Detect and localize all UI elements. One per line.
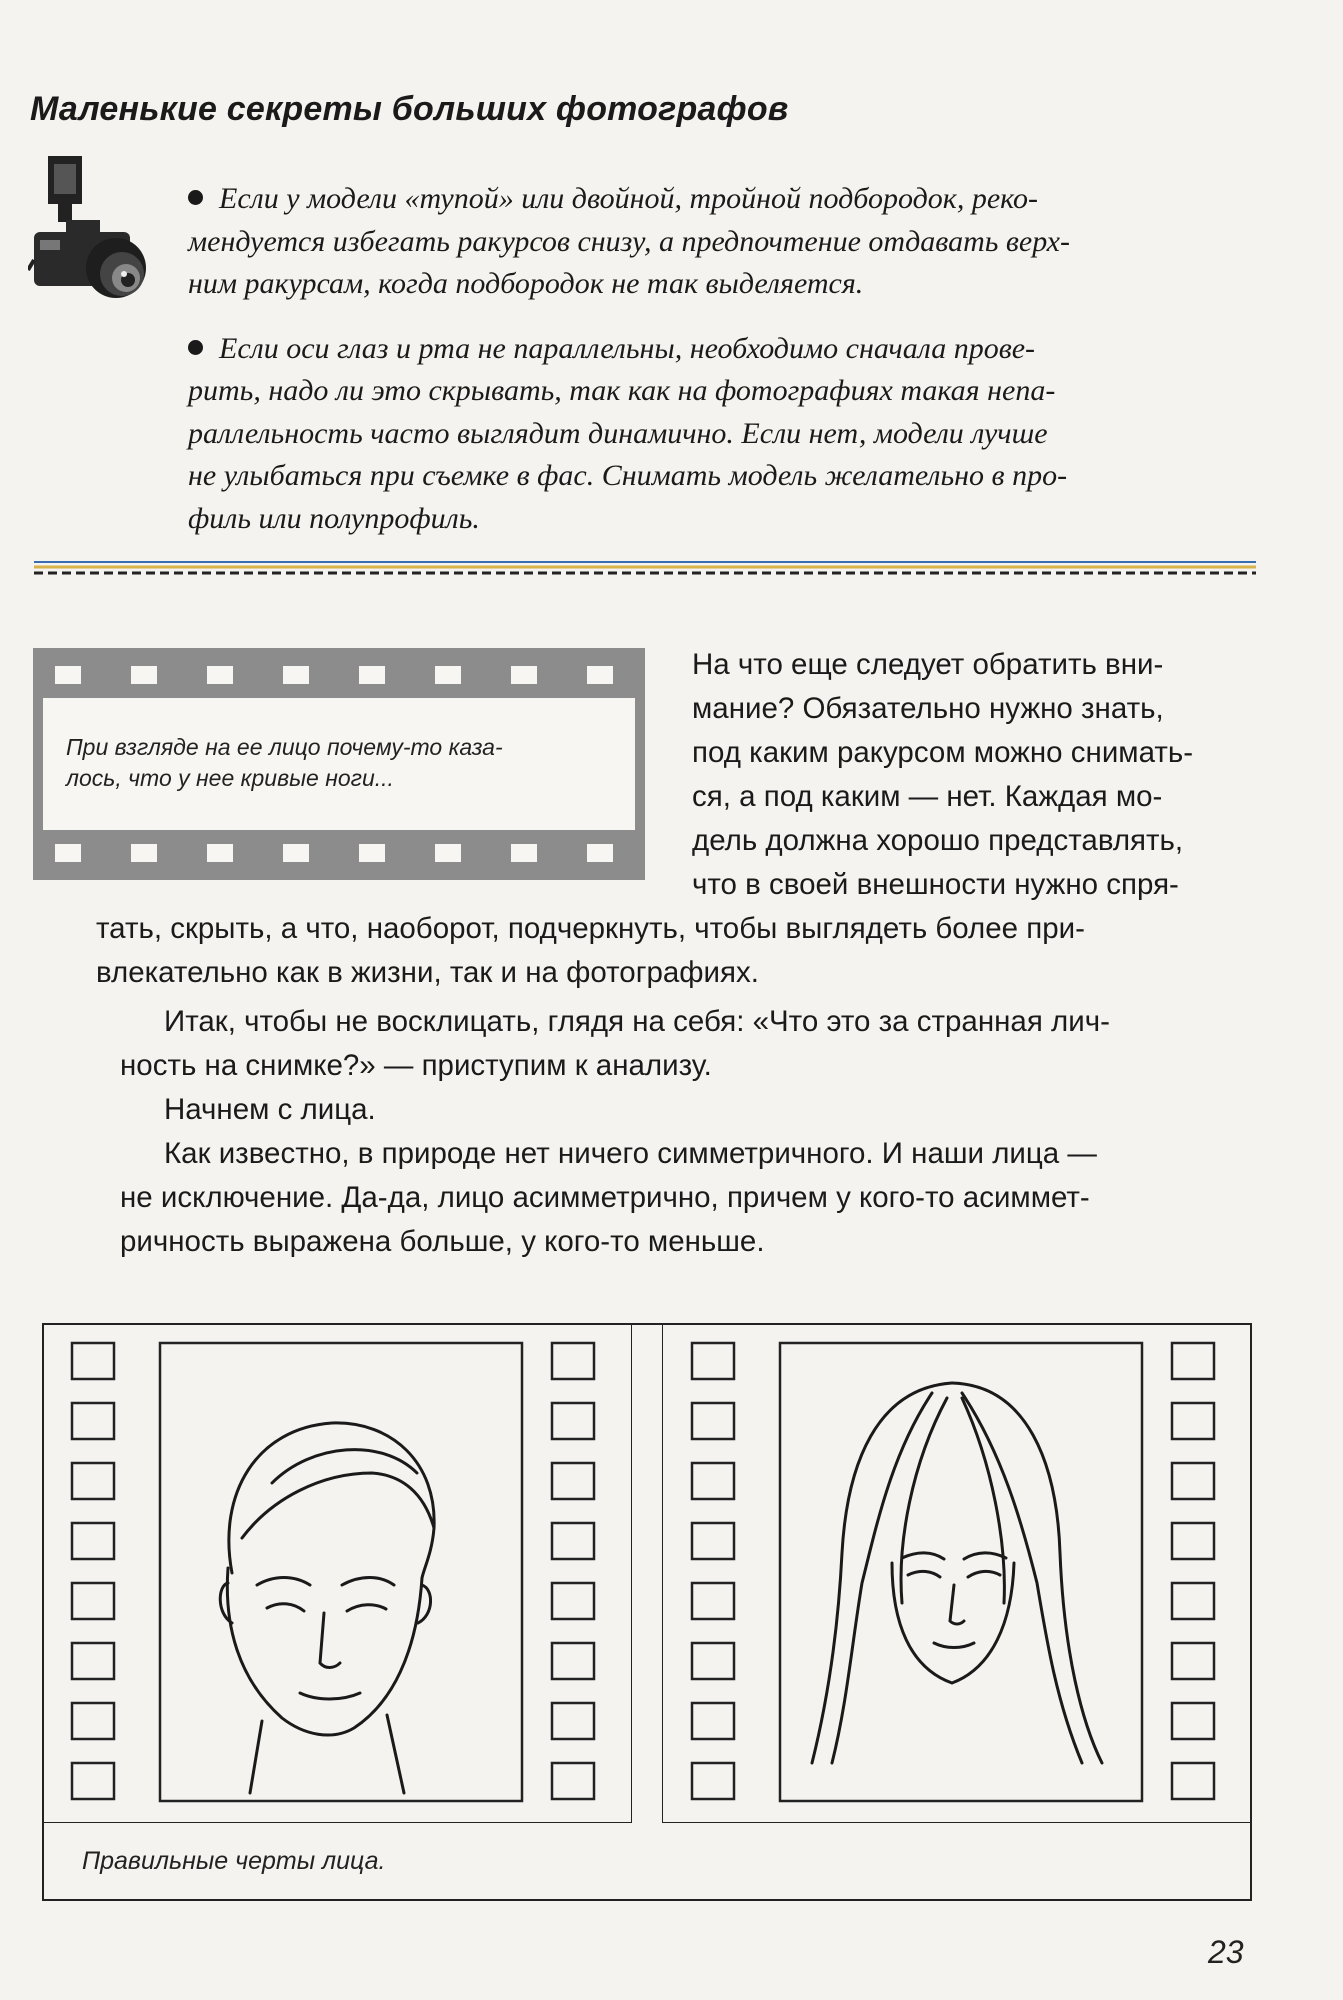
tip-line: рить, надо ли это скрывать, так как на фотографиях такая непа- [188,374,1056,407]
film-strip-left [42,1323,632,1823]
text-line: ся, а под каким — нет. Каждая мо- [692,780,1163,813]
bullet-icon [188,340,203,355]
tip-chin [188,178,1258,306]
text-line: что в своей внешности нужно спря- [692,868,1179,901]
text-line: На что еще следует обратить вни- [692,648,1164,681]
text-line: влекательно как в жизни, так и на фотографиях. [96,956,759,989]
intro-continuation [96,907,1256,995]
tip-line: раллельность часто выглядит динамично. Если нет, модели лучше [188,416,1048,450]
page-number: 23 [1208,1934,1244,1970]
text-line: дель должна хорошо представлять, [692,824,1184,857]
paragraph-face [164,1088,1164,1132]
tip-line: не улыбаться при съемке в фас. Снимать модель желательно в про- [188,459,1068,492]
text-line: под каким ракурсом можно снимать- [692,736,1194,769]
tips-list [188,178,1258,562]
text-line: мание? Обязательно нужно знать, [692,692,1164,725]
paragraph-symmetry [120,1132,1256,1264]
film-strip-right [662,1323,1252,1823]
text-line: Итак, чтобы не восклицать, глядя на себя: «Что это за странная лич- [164,1005,1110,1038]
tip-line: ним ракурсам, когда подбородок не так выделяется. [188,267,864,300]
tip-eyes-mouth [188,328,1258,541]
text-line: ричность выражена больше, у кого-то меньше. [120,1225,765,1258]
film-note-line: При взгляде на ее лицо почему-то каза- [66,734,503,760]
tip-line: мендуется избегать ракурсов снизу, а предпочтение отдавать верх- [188,224,1070,258]
paragraph-analysis [120,1000,1256,1088]
bullet-icon [188,190,203,205]
tip-line: Если у модели «тупой» или двойной, тройной подбородок, реко- [219,182,1039,215]
text-line: не исключение. Да-да, лицо асимметрично, причем у кого-то асиммет- [120,1181,1090,1214]
film-note-line: лось, что у нее кривые ноги... [66,765,394,791]
section-title: Маленькие секреты больших фотографов [30,90,789,128]
text-line: тать, скрыть, а что, наоборот, подчеркнуть, чтобы выглядеть более при- [96,912,1085,945]
tip-line: Если оси глаз и рта не параллельны, необходимо сначала прове- [219,331,1036,365]
text-line: Как известно, в природе нет ничего симметричного. И наши лица — [164,1137,1097,1170]
film-note-text [66,732,626,794]
text-line: Начнем с лица. [164,1093,376,1126]
intro-paragraph [692,643,1256,907]
text-line: ность на снимке?» — приступим к анализу. [120,1049,712,1082]
male-face-drawing [220,1423,434,1793]
camera-icon [28,150,158,320]
figure-caption: Правильные черты лица. [82,1847,386,1875]
tip-line: филь или полупрофиль. [188,501,480,535]
female-face-drawing [812,1383,1102,1763]
section-divider [34,558,1256,580]
